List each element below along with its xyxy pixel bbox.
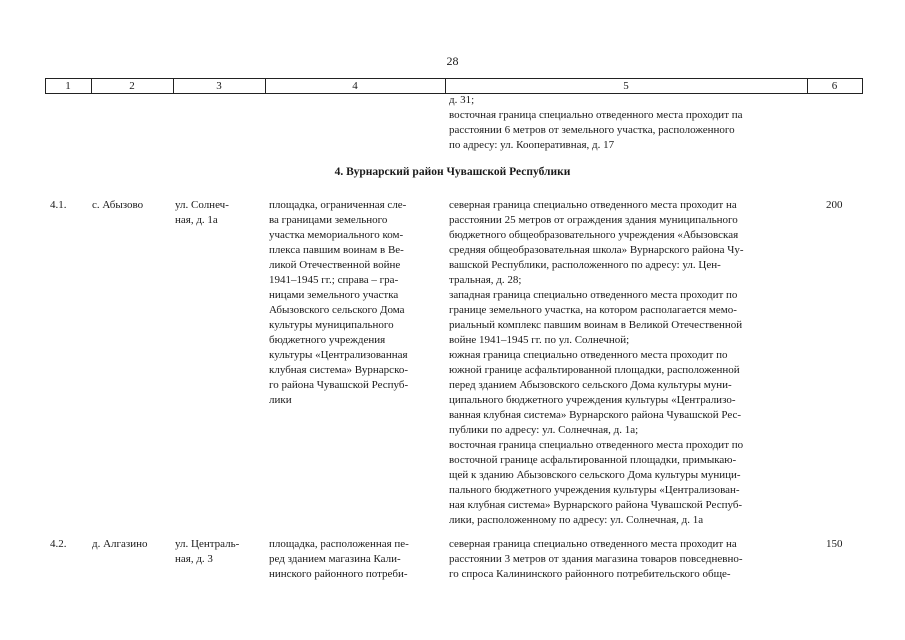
text-line: тральная, д. 28; (449, 274, 522, 286)
text-line: Абызовского сельского Дома (269, 304, 405, 316)
text-line: щей к зданию Абызовского сельского Дома культуры муници- (449, 469, 741, 481)
text-line: плекса павшим воинам в Ве- (269, 244, 404, 256)
boundary-description (449, 198, 803, 528)
text-line: бюджетного учреждения (269, 334, 386, 346)
text-line: нинского районного потреби- (269, 568, 408, 580)
column-number-6: 6 (831, 80, 838, 92)
text-line: риальный комплекс павшим воинам в Великой Отечественной (449, 319, 743, 331)
text-line: южной границе асфальтированной площадки, расположенной (449, 364, 740, 376)
settlement-name: с. Абызово (92, 199, 144, 211)
text-line: расстоянии 3 метров от здания магазина товаров повседневно- (449, 553, 743, 565)
text-line: площадка, расположенная пе- (269, 538, 409, 550)
column-number-2: 2 (129, 80, 135, 92)
street-address (175, 198, 259, 228)
column-header-row (45, 78, 863, 94)
text-line: культуры «Централизованная (269, 349, 408, 361)
text-line: перед зданием Абызовского сельского Дома культуры муни- (449, 379, 732, 391)
text-line: ул. Централь- (175, 538, 240, 550)
page-number: 28 (446, 54, 459, 68)
text-line: ред зданием магазина Кали- (269, 553, 401, 565)
text-line: расстоянии 25 метров от ограждения здания муниципального (449, 214, 738, 226)
text-line: 1941–1945 гг.; справа – гра- (269, 274, 399, 286)
row-number: 4.1. (50, 199, 67, 211)
text-line: ул. Солнеч- (175, 199, 229, 211)
text-line: расстоянии 6 метров от земельного участка, расположенного (449, 124, 735, 136)
column-number-3: 3 (216, 80, 222, 92)
column-number-4: 4 (352, 80, 358, 92)
text-line: средняя общеобразовательная школа» Вурнарского района Чу- (449, 244, 744, 256)
text-line: бюджетного общеобразовательного учреждения «Абызовская (449, 229, 739, 241)
continuation-boundary-text (449, 93, 803, 153)
column-number-5: 5 (623, 80, 629, 92)
section-title: 4. Вурнарский район Чувашской Республики (334, 166, 571, 178)
row-number: 4.2. (50, 538, 67, 550)
text-line: вашской Республики, расположенного по адресу: ул. Цен- (449, 259, 721, 271)
text-line: границе земельного участка, на котором располагается мемо- (449, 304, 737, 316)
text-line: восточная граница специально отведенного места проходит по (449, 439, 744, 451)
street-address (175, 537, 259, 567)
capacity-value: 200 (826, 199, 843, 211)
text-line: клубная система» Вурнарско- (269, 364, 409, 376)
text-line: участка мемориального ком- (269, 229, 404, 241)
text-line: восточной границе асфальтированной площадки, примыкаю- (449, 454, 737, 466)
text-line: культуры муниципального (269, 319, 394, 331)
text-line: западная граница специально отведенного места проходит по (449, 289, 738, 301)
text-line: ципального бюджетного учреждения культуры «Централизо- (449, 394, 736, 406)
text-line: ва границами земельного (269, 214, 388, 226)
text-line: го района Чувашской Респуб- (269, 379, 409, 391)
text-line: ликой Отечественной войне (269, 259, 401, 271)
text-line: го спроса Калининского районного потребительского обще- (449, 568, 731, 580)
text-line: публики по адресу: ул. Солнечная, д. 1а; (449, 424, 639, 436)
text-line: площадка, ограниченная сле- (269, 199, 407, 211)
text-line: войне 1941–1945 гг. по ул. Солнечной; (449, 334, 630, 346)
site-description (269, 198, 434, 408)
text-line: северная граница специально отведенного места проходит на (449, 199, 737, 211)
text-line: д. 31; (449, 94, 475, 106)
text-line: ная, д. 3 (175, 553, 213, 565)
text-line: северная граница специально отведенного места проходит на (449, 538, 737, 550)
site-description (269, 537, 434, 582)
text-line: ницами земельного участка (269, 289, 399, 301)
text-line: восточная граница специально отведенного места проходит па (449, 109, 743, 121)
text-line: ванная клубная система» Вурнарского района Чувашской Рес- (449, 409, 742, 421)
column-number-1: 1 (65, 80, 71, 92)
settlement-name: д. Алгазино (92, 538, 148, 550)
capacity-value: 150 (826, 538, 843, 550)
boundary-description (449, 537, 803, 582)
text-line: ная, д. 1а (175, 214, 218, 226)
text-line: ная клубная система» Вурнарского района Чувашской Респуб- (449, 499, 743, 511)
text-line: по адресу: ул. Кооперативная, д. 17 (449, 139, 615, 151)
text-line: лики (269, 394, 292, 406)
text-line: пального бюджетного учреждения культуры «Централизован- (449, 484, 740, 496)
text-line: лики, расположенному по адресу: ул. Солнечная, д. 1а (449, 514, 704, 526)
text-line: южная граница специально отведенного места проходит по (449, 349, 728, 361)
